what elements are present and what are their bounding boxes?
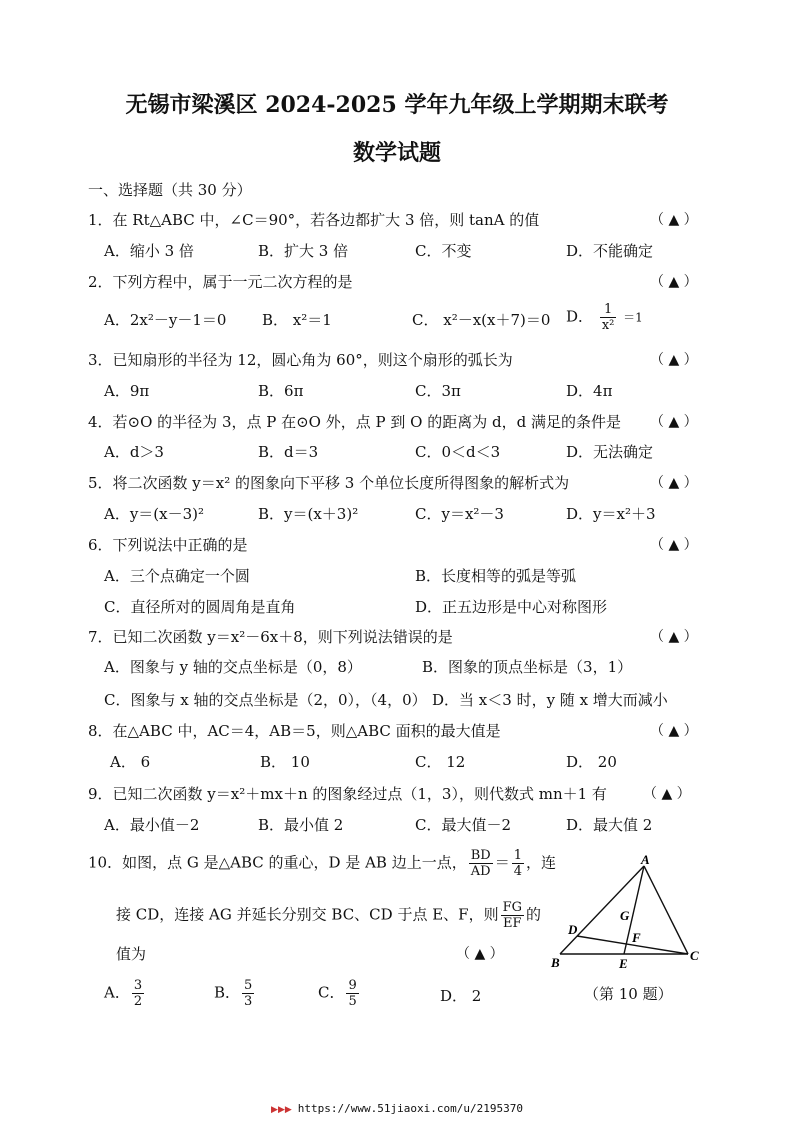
q10-ratio-denominator: AD — [470, 864, 491, 879]
q10-ratio-value-denominator: 4 — [513, 864, 522, 879]
footer — [0, 1102, 794, 1115]
q10-option-c — [318, 978, 361, 1009]
q4-option-d: D．无法确定 — [566, 443, 654, 461]
section-heading: 一、选择题（共 30 分） — [88, 181, 252, 199]
answer-mark-6: （ ▲ ） — [650, 537, 698, 553]
answer-mark-9: （ ▲ ） — [643, 786, 691, 802]
question-5-stem: 5．将二次函数 y＝x² 的图象向下平移 3 个单位长度所得图象的解析式为 — [88, 474, 570, 492]
q10-ask-denominator: EF — [503, 916, 522, 931]
q2-option-d-prefix: D． — [566, 307, 594, 326]
q1-option-c: C．不变 — [415, 242, 472, 260]
question-10-stem-line3: 值为 — [116, 945, 147, 963]
q10-option-a-prefix: A． — [104, 983, 130, 1002]
q10-stem-part2: 接 CD，连接 AG 并延长分别交 BC、CD 于点 E、F，则 — [116, 905, 499, 924]
q10-option-c-fraction — [346, 978, 358, 1009]
q9-option-b: B．最小值 2 — [258, 816, 344, 834]
exam-subtitle: 数学试题 — [352, 140, 441, 166]
q10-ratio-value-fraction — [512, 848, 524, 879]
q10-triangle-figure — [540, 852, 710, 974]
q10-option-a — [104, 978, 146, 1009]
q10-a-numerator: 3 — [133, 978, 143, 993]
q8-option-d: D． 20 — [566, 753, 617, 771]
q9-option-d: D．最大值 2 — [566, 816, 653, 834]
q5-option-c: C．y＝x²－3 — [415, 505, 504, 523]
q5-option-b: B．y＝(x＋3)² — [258, 505, 359, 523]
answer-mark-5: （ ▲ ） — [650, 475, 698, 491]
q6-option-d: D．正五边形是中心对称图形 — [415, 598, 608, 616]
exam-title: 无锡市梁溪区 2024-2025 学年九年级上学期期末联考 — [125, 92, 669, 118]
answer-mark-1: （ ▲ ） — [650, 212, 698, 228]
q10-option-b-prefix: B． — [214, 983, 241, 1002]
q10-option-d: D． 2 — [440, 987, 482, 1005]
q3-option-b: B．6π — [258, 382, 304, 400]
q4-option-b: B．d＝3 — [258, 443, 319, 461]
question-7-stem: 7．已知二次函数 y＝x²－6x＋8，则下列说法错误的是 — [88, 628, 453, 646]
question-4-stem: 4．若⊙O 的半径为 3，点 P 在⊙O 外，点 P 到 O 的距离为 d，d 满足的条件是 — [88, 413, 621, 431]
q6-option-b: B．长度相等的弧是等弧 — [415, 567, 577, 585]
q7-option-a: A．图象与 y 轴的交点坐标是（0，8） — [104, 658, 362, 676]
q10-a-denominator: 2 — [133, 994, 143, 1009]
question-6-stem: 6．下列说法中正确的是 — [88, 536, 248, 554]
answer-mark-4: （ ▲ ） — [650, 414, 698, 430]
footer-url[interactable]: https://www.51jiaoxi.com/u/2195370 — [297, 1102, 523, 1115]
q2-d-rhs: ＝1 — [623, 310, 643, 325]
q10-c-numerator: 9 — [348, 978, 357, 993]
q2-option-c: C． x²－x(x＋7)＝0 — [412, 311, 551, 329]
q7-option-c: C．图象与 x 轴的交点坐标是（2，0），（4，0） — [104, 691, 427, 709]
label-f: F — [632, 930, 641, 945]
label-g: G — [620, 908, 630, 923]
q8-option-c: C． 12 — [415, 753, 466, 771]
q10-ratio-value-numerator: 1 — [513, 848, 522, 863]
label-e: E — [619, 956, 628, 971]
q10-option-a-fraction — [132, 978, 144, 1009]
q3-option-a: A．9π — [104, 382, 150, 400]
q2-option-d — [566, 302, 643, 333]
segment-ac — [644, 866, 688, 954]
answer-mark-8: （ ▲ ） — [650, 723, 698, 739]
q10-b-denominator: 3 — [244, 994, 253, 1009]
q4-option-a: A．d＞3 — [104, 443, 164, 461]
question-1-stem: 1．在 Rt△ABC 中，∠C＝90°，若各边都扩大 3 倍，则 tanA 的值 — [88, 211, 540, 229]
answer-mark-2: （ ▲ ） — [650, 274, 698, 290]
q10-ratio-numerator: BD — [470, 848, 491, 863]
q10-ratio-equals: ＝ — [494, 853, 510, 872]
q1-option-a: A．缩小 3 倍 — [104, 242, 194, 260]
q2-option-d-fraction — [600, 302, 617, 333]
q2-d-denominator: x² — [601, 318, 615, 333]
label-d: D — [568, 922, 578, 937]
q6-option-a: A．三个点确定一个圆 — [104, 567, 250, 585]
q6-option-c: C．直径所对的圆周角是直角 — [104, 598, 296, 616]
label-a: A — [641, 852, 650, 867]
q10-ask-fraction — [501, 900, 524, 931]
q10-ratio-fraction — [469, 848, 493, 879]
q5-option-a: A．y＝(x－3)² — [104, 505, 205, 523]
answer-mark-7: （ ▲ ） — [650, 629, 698, 645]
question-3-stem: 3．已知扇形的半径为 12，圆心角为 60°，则这个扇形的弧长为 — [88, 351, 513, 369]
q10-option-c-prefix: C． — [318, 983, 345, 1002]
q8-option-a: A． 6 — [110, 753, 151, 771]
q10-option-b-fraction — [242, 978, 254, 1009]
q1-option-d: D．不能确定 — [566, 242, 654, 260]
q10-b-numerator: 5 — [244, 978, 253, 993]
q10-stem-part1: 10．如图，点 G 是△ABC 的重心，D 是 AB 边上一点， — [88, 853, 467, 872]
q4-option-c: C．0＜d＜3 — [415, 443, 501, 461]
question-2-stem: 2．下列方程中，属于一元二次方程的是 — [88, 273, 353, 291]
figure-caption: （第 10 题） — [584, 985, 673, 1003]
question-10-stem-line2 — [116, 900, 541, 931]
q9-option-c: C．最大值－2 — [415, 816, 512, 834]
q1-option-b: B．扩大 3 倍 — [258, 242, 349, 260]
q9-option-a: A．最小值－2 — [104, 816, 200, 834]
q8-option-b: B． 10 — [260, 753, 310, 771]
q10-option-b — [214, 978, 256, 1009]
answer-mark-3: （ ▲ ） — [650, 352, 698, 368]
question-9-stem: 9．已知二次函数 y＝x²＋mx＋n 的图象经过点（1，3），则代数式 mn＋1 有 — [88, 785, 607, 803]
q10-stem-part2-end: 的 — [525, 905, 541, 924]
label-b: B — [551, 955, 560, 970]
q2-option-a: A．2x²－y－1＝0 — [104, 311, 227, 329]
q7-option-b: B．图象的顶点坐标是（3，1） — [422, 658, 633, 676]
q2-d-numerator: 1 — [600, 302, 617, 318]
q3-option-c: C．3π — [415, 382, 461, 400]
question-10-stem-line1 — [88, 848, 556, 879]
q2-option-b: B． x²＝1 — [262, 311, 332, 329]
q3-option-d: D．4π — [566, 382, 613, 400]
site-logo: ▶▶▶ — [271, 1105, 292, 1115]
q10-ask-numerator: FG — [502, 900, 522, 915]
answer-mark-10: （ ▲ ） — [456, 946, 504, 962]
q7-option-d: D．当 x＜3 时，y 随 x 增大而减小 — [432, 691, 668, 709]
question-8-stem: 8．在△ABC 中，AC＝4，AB＝5，则△ABC 面积的最大值是 — [88, 722, 501, 740]
q5-option-d: D．y＝x²＋3 — [566, 505, 656, 523]
label-c: C — [690, 948, 699, 963]
q10-c-denominator: 5 — [348, 994, 357, 1009]
q10-stem-part1-end: ，连 — [526, 853, 557, 872]
